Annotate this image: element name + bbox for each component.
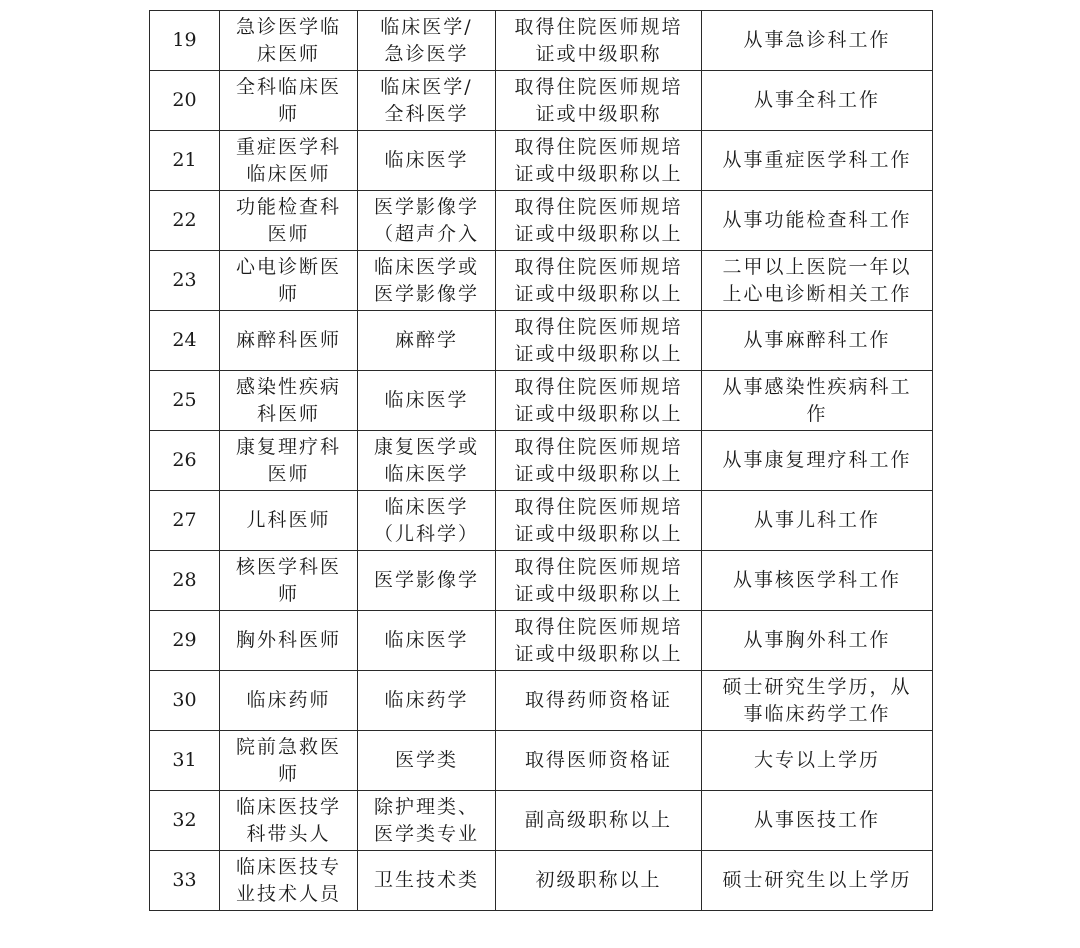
major-requirement: 医学类 — [394, 749, 458, 771]
position-name: 胸外科医师 — [235, 629, 341, 651]
row-number-cell — [150, 731, 220, 791]
other-condition-cell — [702, 251, 933, 311]
major-requirement-cell — [358, 131, 496, 191]
position-name-cell — [220, 311, 358, 371]
other-condition: 从事儿科工作 — [753, 509, 880, 531]
major-requirement: 除护理类、 医学类专业 — [373, 795, 479, 845]
position-name-cell — [220, 731, 358, 791]
row-number-cell — [150, 71, 220, 131]
table-row — [150, 671, 933, 731]
major-requirement: 临床药学 — [384, 689, 469, 711]
other-condition: 从事重症医学科工作 — [722, 149, 912, 171]
other-condition-cell — [702, 11, 933, 71]
table-row — [150, 251, 933, 311]
row-number: 32 — [172, 809, 197, 831]
major-requirement-cell — [358, 11, 496, 71]
position-name: 康复理疗科 医师 — [235, 435, 341, 485]
row-number: 30 — [172, 689, 197, 711]
other-condition: 从事康复理疗科工作 — [722, 449, 912, 471]
other-condition: 大专以上学历 — [753, 749, 880, 771]
table-row — [150, 71, 933, 131]
qualification-requirement: 取得住院医师规培 证或中级职称以上 — [514, 555, 683, 605]
position-name: 心电诊断医 师 — [235, 255, 341, 305]
qualification-requirement: 取得医师资格证 — [524, 749, 672, 771]
row-number-cell — [150, 851, 220, 911]
table-row — [150, 431, 933, 491]
table-row — [150, 851, 933, 911]
major-requirement-cell — [358, 311, 496, 371]
position-name-cell — [220, 71, 358, 131]
qualification-requirement-cell — [496, 311, 702, 371]
position-name-cell — [220, 551, 358, 611]
qualification-requirement: 取得住院医师规培 证或中级职称以上 — [514, 375, 683, 425]
other-condition-cell — [702, 431, 933, 491]
other-condition: 从事感染性疾病科工 作 — [722, 375, 912, 425]
position-name-cell — [220, 191, 358, 251]
other-condition: 从事医技工作 — [753, 809, 880, 831]
other-condition: 硕士研究生以上学历 — [722, 869, 912, 891]
row-number: 25 — [172, 389, 197, 411]
position-name: 核医学科医 师 — [235, 555, 341, 605]
row-number: 20 — [172, 89, 197, 111]
position-name: 重症医学科 临床医师 — [235, 135, 341, 185]
table-row — [150, 611, 933, 671]
qualification-requirement: 副高级职称以上 — [524, 809, 672, 831]
qualification-requirement: 初级职称以上 — [535, 869, 662, 891]
table-row — [150, 311, 933, 371]
other-condition-cell — [702, 371, 933, 431]
other-condition: 从事胸外科工作 — [743, 629, 891, 651]
major-requirement-cell — [358, 851, 496, 911]
other-condition-cell — [702, 311, 933, 371]
position-name: 临床医技学 科带头人 — [235, 795, 341, 845]
major-requirement: 临床医学 （儿科学） — [373, 495, 479, 545]
row-number: 27 — [172, 509, 197, 531]
table-row — [150, 731, 933, 791]
other-condition: 从事急诊科工作 — [743, 29, 891, 51]
qualification-requirement-cell — [496, 11, 702, 71]
row-number-cell — [150, 131, 220, 191]
major-requirement: 临床医学 — [384, 149, 469, 171]
major-requirement: 临床医学/ 急诊医学 — [380, 15, 473, 65]
position-name-cell — [220, 11, 358, 71]
position-name: 临床药师 — [246, 689, 331, 711]
other-condition: 从事全科工作 — [753, 89, 880, 111]
position-name: 儿科医师 — [246, 509, 331, 531]
position-name-cell — [220, 131, 358, 191]
qualification-requirement: 取得住院医师规培 证或中级职称以上 — [514, 135, 683, 185]
qualification-requirement-cell — [496, 731, 702, 791]
major-requirement-cell — [358, 731, 496, 791]
row-number-cell — [150, 371, 220, 431]
position-name-cell — [220, 431, 358, 491]
other-condition: 从事核医学科工作 — [732, 569, 901, 591]
other-condition-cell — [702, 791, 933, 851]
other-condition-cell — [702, 851, 933, 911]
qualification-requirement-cell — [496, 851, 702, 911]
row-number: 23 — [172, 269, 197, 291]
other-condition-cell — [702, 671, 933, 731]
table-row — [150, 11, 933, 71]
row-number-cell — [150, 431, 220, 491]
table-row — [150, 131, 933, 191]
position-name-cell — [220, 671, 358, 731]
qualification-requirement: 取得住院医师规培 证或中级职称 — [514, 15, 683, 65]
qualification-requirement: 取得住院医师规培 证或中级职称以上 — [514, 195, 683, 245]
table-row — [150, 791, 933, 851]
other-condition: 硕士研究生学历，从 事临床药学工作 — [722, 675, 912, 725]
qualification-requirement-cell — [496, 551, 702, 611]
qualification-requirement-cell — [496, 71, 702, 131]
major-requirement: 康复医学或 临床医学 — [373, 435, 479, 485]
row-number-cell — [150, 311, 220, 371]
row-number: 21 — [172, 149, 197, 171]
position-name: 临床医技专 业技术人员 — [235, 855, 341, 905]
position-name: 功能检查科 医师 — [235, 195, 341, 245]
major-requirement: 医学影像学 （超声介入 — [373, 195, 479, 245]
position-name-cell — [220, 851, 358, 911]
major-requirement: 临床医学或 医学影像学 — [373, 255, 479, 305]
other-condition: 二甲以上医院一年以 上心电诊断相关工作 — [722, 255, 912, 305]
row-number: 22 — [172, 209, 197, 231]
position-name-cell — [220, 491, 358, 551]
qualification-requirement-cell — [496, 191, 702, 251]
major-requirement: 临床医学 — [384, 629, 469, 651]
row-number: 33 — [172, 869, 197, 891]
major-requirement-cell — [358, 611, 496, 671]
position-name-cell — [220, 791, 358, 851]
major-requirement: 医学影像学 — [373, 569, 479, 591]
other-condition: 从事功能检查科工作 — [722, 209, 912, 231]
position-name: 急诊医学临 床医师 — [235, 15, 341, 65]
row-number-cell — [150, 251, 220, 311]
qualification-requirement-cell — [496, 371, 702, 431]
position-name: 院前急救医 师 — [235, 735, 341, 785]
table-row — [150, 191, 933, 251]
major-requirement-cell — [358, 791, 496, 851]
table-row — [150, 371, 933, 431]
position-name-cell — [220, 371, 358, 431]
other-condition-cell — [702, 491, 933, 551]
row-number: 26 — [172, 449, 197, 471]
major-requirement-cell — [358, 431, 496, 491]
other-condition-cell — [702, 551, 933, 611]
qualification-requirement-cell — [496, 431, 702, 491]
table-body — [150, 11, 933, 911]
row-number-cell — [150, 611, 220, 671]
qualification-requirement-cell — [496, 611, 702, 671]
table-row — [150, 491, 933, 551]
major-requirement: 临床医学/ 全科医学 — [380, 75, 473, 125]
qualification-requirement: 取得住院医师规培 证或中级职称以上 — [514, 495, 683, 545]
qualification-requirement-cell — [496, 131, 702, 191]
position-name: 全科临床医 师 — [235, 75, 341, 125]
qualification-requirement-cell — [496, 671, 702, 731]
major-requirement: 临床医学 — [384, 389, 469, 411]
position-name: 感染性疾病 科医师 — [235, 375, 341, 425]
position-name-cell — [220, 611, 358, 671]
row-number-cell — [150, 11, 220, 71]
major-requirement-cell — [358, 191, 496, 251]
table-row — [150, 551, 933, 611]
major-requirement-cell — [358, 251, 496, 311]
row-number-cell — [150, 491, 220, 551]
row-number: 24 — [172, 329, 197, 351]
row-number: 28 — [172, 569, 197, 591]
other-condition: 从事麻醉科工作 — [743, 329, 891, 351]
other-condition-cell — [702, 131, 933, 191]
other-condition-cell — [702, 731, 933, 791]
position-name: 麻醉科医师 — [235, 329, 341, 351]
qualification-requirement-cell — [496, 251, 702, 311]
qualification-requirement: 取得住院医师规培 证或中级职称 — [514, 75, 683, 125]
qualification-requirement: 取得住院医师规培 证或中级职称以上 — [514, 435, 683, 485]
other-condition-cell — [702, 611, 933, 671]
qualification-requirement-cell — [496, 491, 702, 551]
row-number: 29 — [172, 629, 197, 651]
row-number-cell — [150, 791, 220, 851]
major-requirement: 卫生技术类 — [373, 869, 479, 891]
recruitment-table — [149, 10, 933, 911]
major-requirement-cell — [358, 551, 496, 611]
major-requirement-cell — [358, 671, 496, 731]
row-number-cell — [150, 551, 220, 611]
row-number: 31 — [172, 749, 197, 771]
major-requirement-cell — [358, 71, 496, 131]
row-number-cell — [150, 671, 220, 731]
major-requirement-cell — [358, 491, 496, 551]
qualification-requirement-cell — [496, 791, 702, 851]
qualification-requirement: 取得住院医师规培 证或中级职称以上 — [514, 315, 683, 365]
row-number-cell — [150, 191, 220, 251]
position-name-cell — [220, 251, 358, 311]
major-requirement-cell — [358, 371, 496, 431]
qualification-requirement: 取得药师资格证 — [524, 689, 672, 711]
other-condition-cell — [702, 71, 933, 131]
qualification-requirement: 取得住院医师规培 证或中级职称以上 — [514, 255, 683, 305]
other-condition-cell — [702, 191, 933, 251]
major-requirement: 麻醉学 — [394, 329, 458, 351]
qualification-requirement: 取得住院医师规培 证或中级职称以上 — [514, 615, 683, 665]
row-number: 19 — [172, 29, 197, 51]
